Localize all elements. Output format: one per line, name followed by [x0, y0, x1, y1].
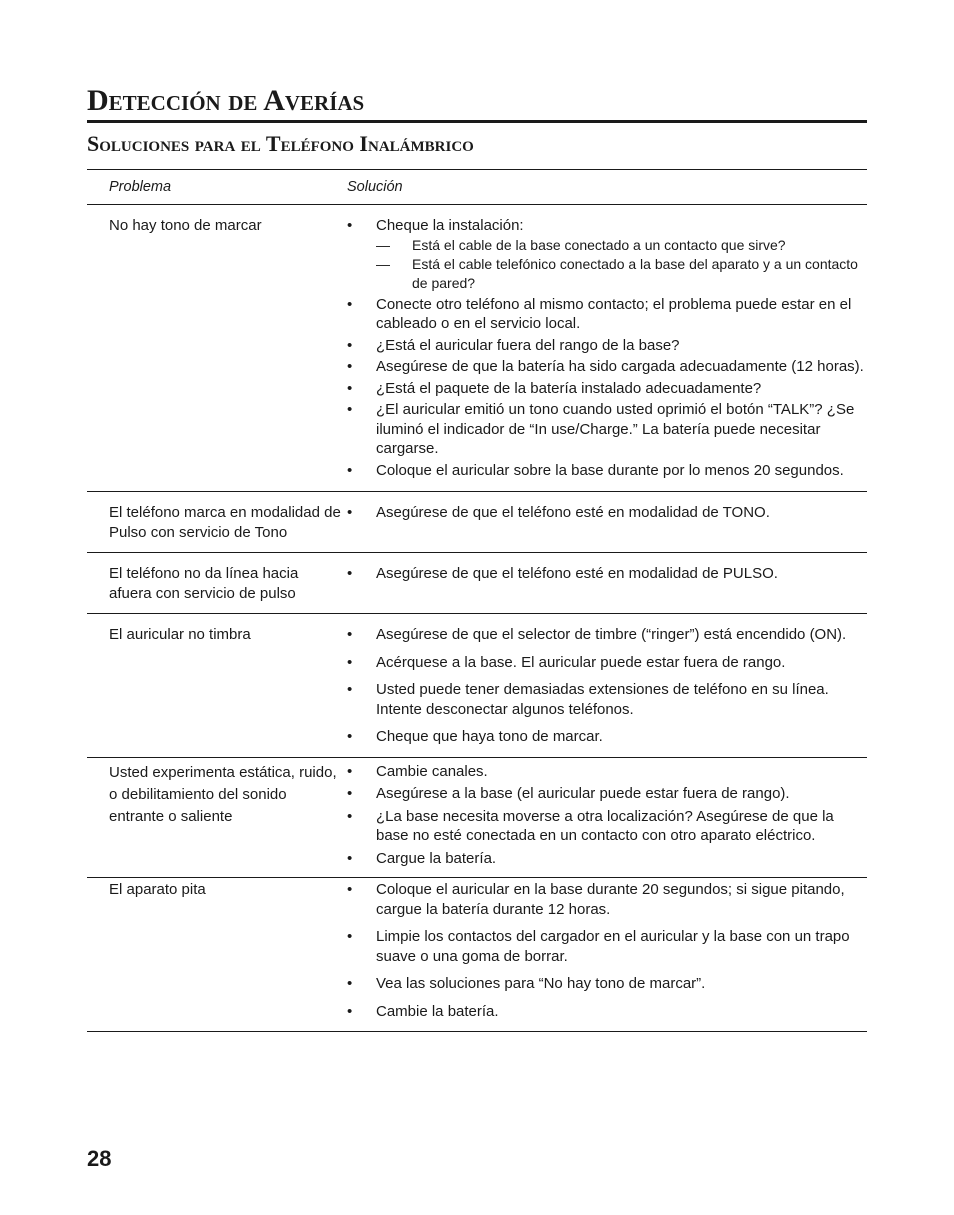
solution-item [347, 727, 867, 747]
solution-item [347, 680, 867, 719]
solution-text: ¿Está el paquete de la batería instalado adecuadamente? [376, 379, 762, 397]
solution-cell [347, 503, 867, 542]
bullet-icon: • [347, 295, 353, 313]
solution-list [347, 625, 867, 747]
solution-text: Coloque el auricular en la base durante 20 segundos; si sigue pitando, cargue la batería durante 12 horas. [376, 881, 845, 918]
bullet-icon: • [347, 928, 353, 945]
troubleshooting-table [87, 169, 867, 1032]
solution-text-block [376, 680, 867, 719]
solution-text-block [376, 727, 867, 747]
solution-item [347, 784, 867, 804]
solution-item [347, 295, 867, 334]
solution-text-block [376, 564, 867, 584]
solution-text: ¿El auricular emitió un tono cuando usted oprimió el botón “TALK”? ¿Se iluminó el indicador de “In use/Charge.” La batería puede necesitar cargarse. [376, 401, 855, 457]
table-row [87, 758, 867, 879]
problem-cell: El aparato pita [109, 881, 206, 898]
solution-item [347, 927, 867, 966]
bullet-icon: • [347, 336, 353, 354]
solution-text-block [376, 625, 867, 645]
solution-item [347, 880, 867, 919]
solution-text-block [376, 849, 867, 869]
problem-cell: El teléfono marca en modalidad de Pulso con servicio de Tono [109, 504, 341, 541]
solution-cell [347, 762, 867, 869]
solution-list [347, 762, 867, 869]
solution-text: Limpie los contactos del cargador en el auricular y la base con un trapo suave o una goma de borrar. [376, 928, 850, 965]
solution-text: Asegúrese de que la batería ha sido cargada adecuadamente (12 horas). [376, 358, 864, 375]
solution-text-block [376, 295, 867, 334]
dash-icon: — [376, 236, 390, 253]
solution-list [347, 564, 867, 584]
solution-text: Coloque el auricular sobre la base durante por lo menos 20 segundos. [376, 461, 844, 479]
solution-item [347, 849, 867, 869]
bullet-icon: • [347, 975, 353, 992]
sub-check-text: Está el cable de la base conectado a un contacto que sirve? [412, 236, 786, 253]
column-header-solution: Solución [347, 179, 403, 195]
solution-text: Asegúrese a la base (el auricular puede estar fuera de rango). [376, 785, 790, 802]
solution-text: Cheque la instalación: [376, 217, 524, 234]
sub-check-list [376, 236, 867, 293]
solution-item [347, 379, 867, 399]
bullet-icon: • [347, 1002, 353, 1020]
sub-check-item [376, 236, 867, 255]
solution-item [347, 461, 867, 481]
solution-text-block [376, 927, 867, 966]
problem-cell: Usted experimenta estática, ruido, o debilitamiento del sonido entrante o saliente [109, 763, 337, 825]
solution-text-block [376, 216, 867, 293]
column-header-problem: Problema [109, 179, 172, 195]
sub-check-item [376, 255, 867, 293]
problem-cell: El auricular no timbra [109, 626, 251, 643]
solution-text: ¿Está el auricular fuera del rango de la base? [376, 336, 680, 354]
solution-text-block [376, 357, 867, 377]
table-row [87, 878, 867, 1032]
solution-item [347, 357, 867, 377]
page-title: Detección de Averías [87, 84, 365, 117]
solution-text: Asegúrese de que el teléfono esté en modalidad de PULSO. [376, 565, 778, 582]
table-row [87, 553, 867, 614]
solution-text: Cheque que haya tono de marcar. [376, 728, 603, 745]
bullet-icon: • [347, 653, 353, 671]
solution-text: Cambie la batería. [376, 1002, 499, 1020]
solution-text: ¿La base necesita moverse a otra localización? Asegúrese de que la base no esté conectada en un contacto con otro aparato eléctrico. [376, 807, 834, 844]
solution-text-block [376, 400, 867, 459]
solution-text: Usted puede tener demasiadas extensiones de teléfono en su línea. Intente desconectar algunos teléfonos. [376, 681, 829, 718]
solution-text-block [376, 784, 867, 804]
solution-text: Vea las soluciones para “No hay tono de marcar”. [376, 975, 706, 992]
bullet-icon: • [347, 728, 353, 745]
solution-text: Acérquese a la base. El auricular puede estar fuera de rango. [376, 653, 786, 671]
solution-item [347, 400, 867, 459]
solution-cell [347, 216, 867, 480]
table-body [87, 205, 867, 1032]
table-row [87, 614, 867, 758]
solution-text-block [376, 974, 867, 994]
solution-list [347, 880, 867, 1021]
bullet-icon: • [347, 401, 353, 418]
solution-cell [347, 880, 867, 1021]
solution-item [347, 653, 867, 673]
bullet-icon: • [347, 762, 353, 780]
solution-text-block [376, 461, 867, 481]
bullet-icon: • [347, 849, 353, 867]
bullet-icon: • [347, 626, 353, 643]
bullet-icon: • [347, 379, 353, 397]
bullet-icon: • [347, 358, 353, 375]
solution-item [347, 336, 867, 356]
solution-text-block [376, 379, 867, 399]
bullet-icon: • [347, 461, 353, 479]
problem-cell: No hay tono de marcar [109, 217, 262, 234]
bullet-icon: • [347, 785, 353, 802]
solution-text-block [376, 653, 867, 673]
solution-text-block [376, 762, 867, 782]
page-subtitle: Soluciones para el Teléfono Inalámbrico [87, 131, 474, 156]
table-header [87, 170, 867, 205]
solution-text: Conecte otro teléfono al mismo contacto; el problema puede estar en el cableado o en el servicio local. [376, 295, 852, 332]
sub-check-text: Está el cable telefónico conectado a la base del aparato y a un contacto de pared? [412, 255, 858, 291]
solution-item [347, 974, 867, 994]
solution-text-block [376, 503, 867, 523]
bullet-icon: • [347, 565, 353, 582]
solution-list [347, 216, 867, 480]
title-divider [87, 120, 867, 123]
page-number: 28 [87, 1146, 112, 1171]
solution-item [347, 807, 867, 846]
solution-text: Asegúrese de que el teléfono esté en modalidad de TONO. [376, 504, 770, 521]
bullet-icon: • [347, 217, 353, 234]
solution-text-block [376, 807, 867, 846]
dash-icon: — [376, 255, 390, 272]
solution-text-block [376, 880, 867, 919]
solution-item [347, 762, 867, 782]
solution-text: Cambie canales. [376, 762, 488, 780]
solution-cell [347, 625, 867, 747]
bullet-icon: • [347, 881, 353, 898]
solution-text: Asegúrese de que el selector de timbre (“ringer”) está encendido (ON). [376, 626, 847, 643]
solution-list [347, 503, 867, 523]
problem-cell: El teléfono no da línea hacia afuera con servicio de pulso [109, 565, 299, 602]
bullet-icon: • [347, 504, 353, 521]
bullet-icon: • [347, 681, 353, 698]
solution-item [347, 216, 867, 293]
solution-cell [347, 564, 867, 603]
solution-item [347, 625, 867, 645]
table-row [87, 492, 867, 553]
solution-item [347, 1002, 867, 1022]
bullet-icon: • [347, 807, 353, 825]
solution-text-block [376, 336, 867, 356]
table-row [87, 205, 867, 492]
solution-item [347, 564, 867, 584]
solution-text: Cargue la batería. [376, 849, 497, 867]
solution-item [347, 503, 867, 523]
solution-text-block [376, 1002, 867, 1022]
